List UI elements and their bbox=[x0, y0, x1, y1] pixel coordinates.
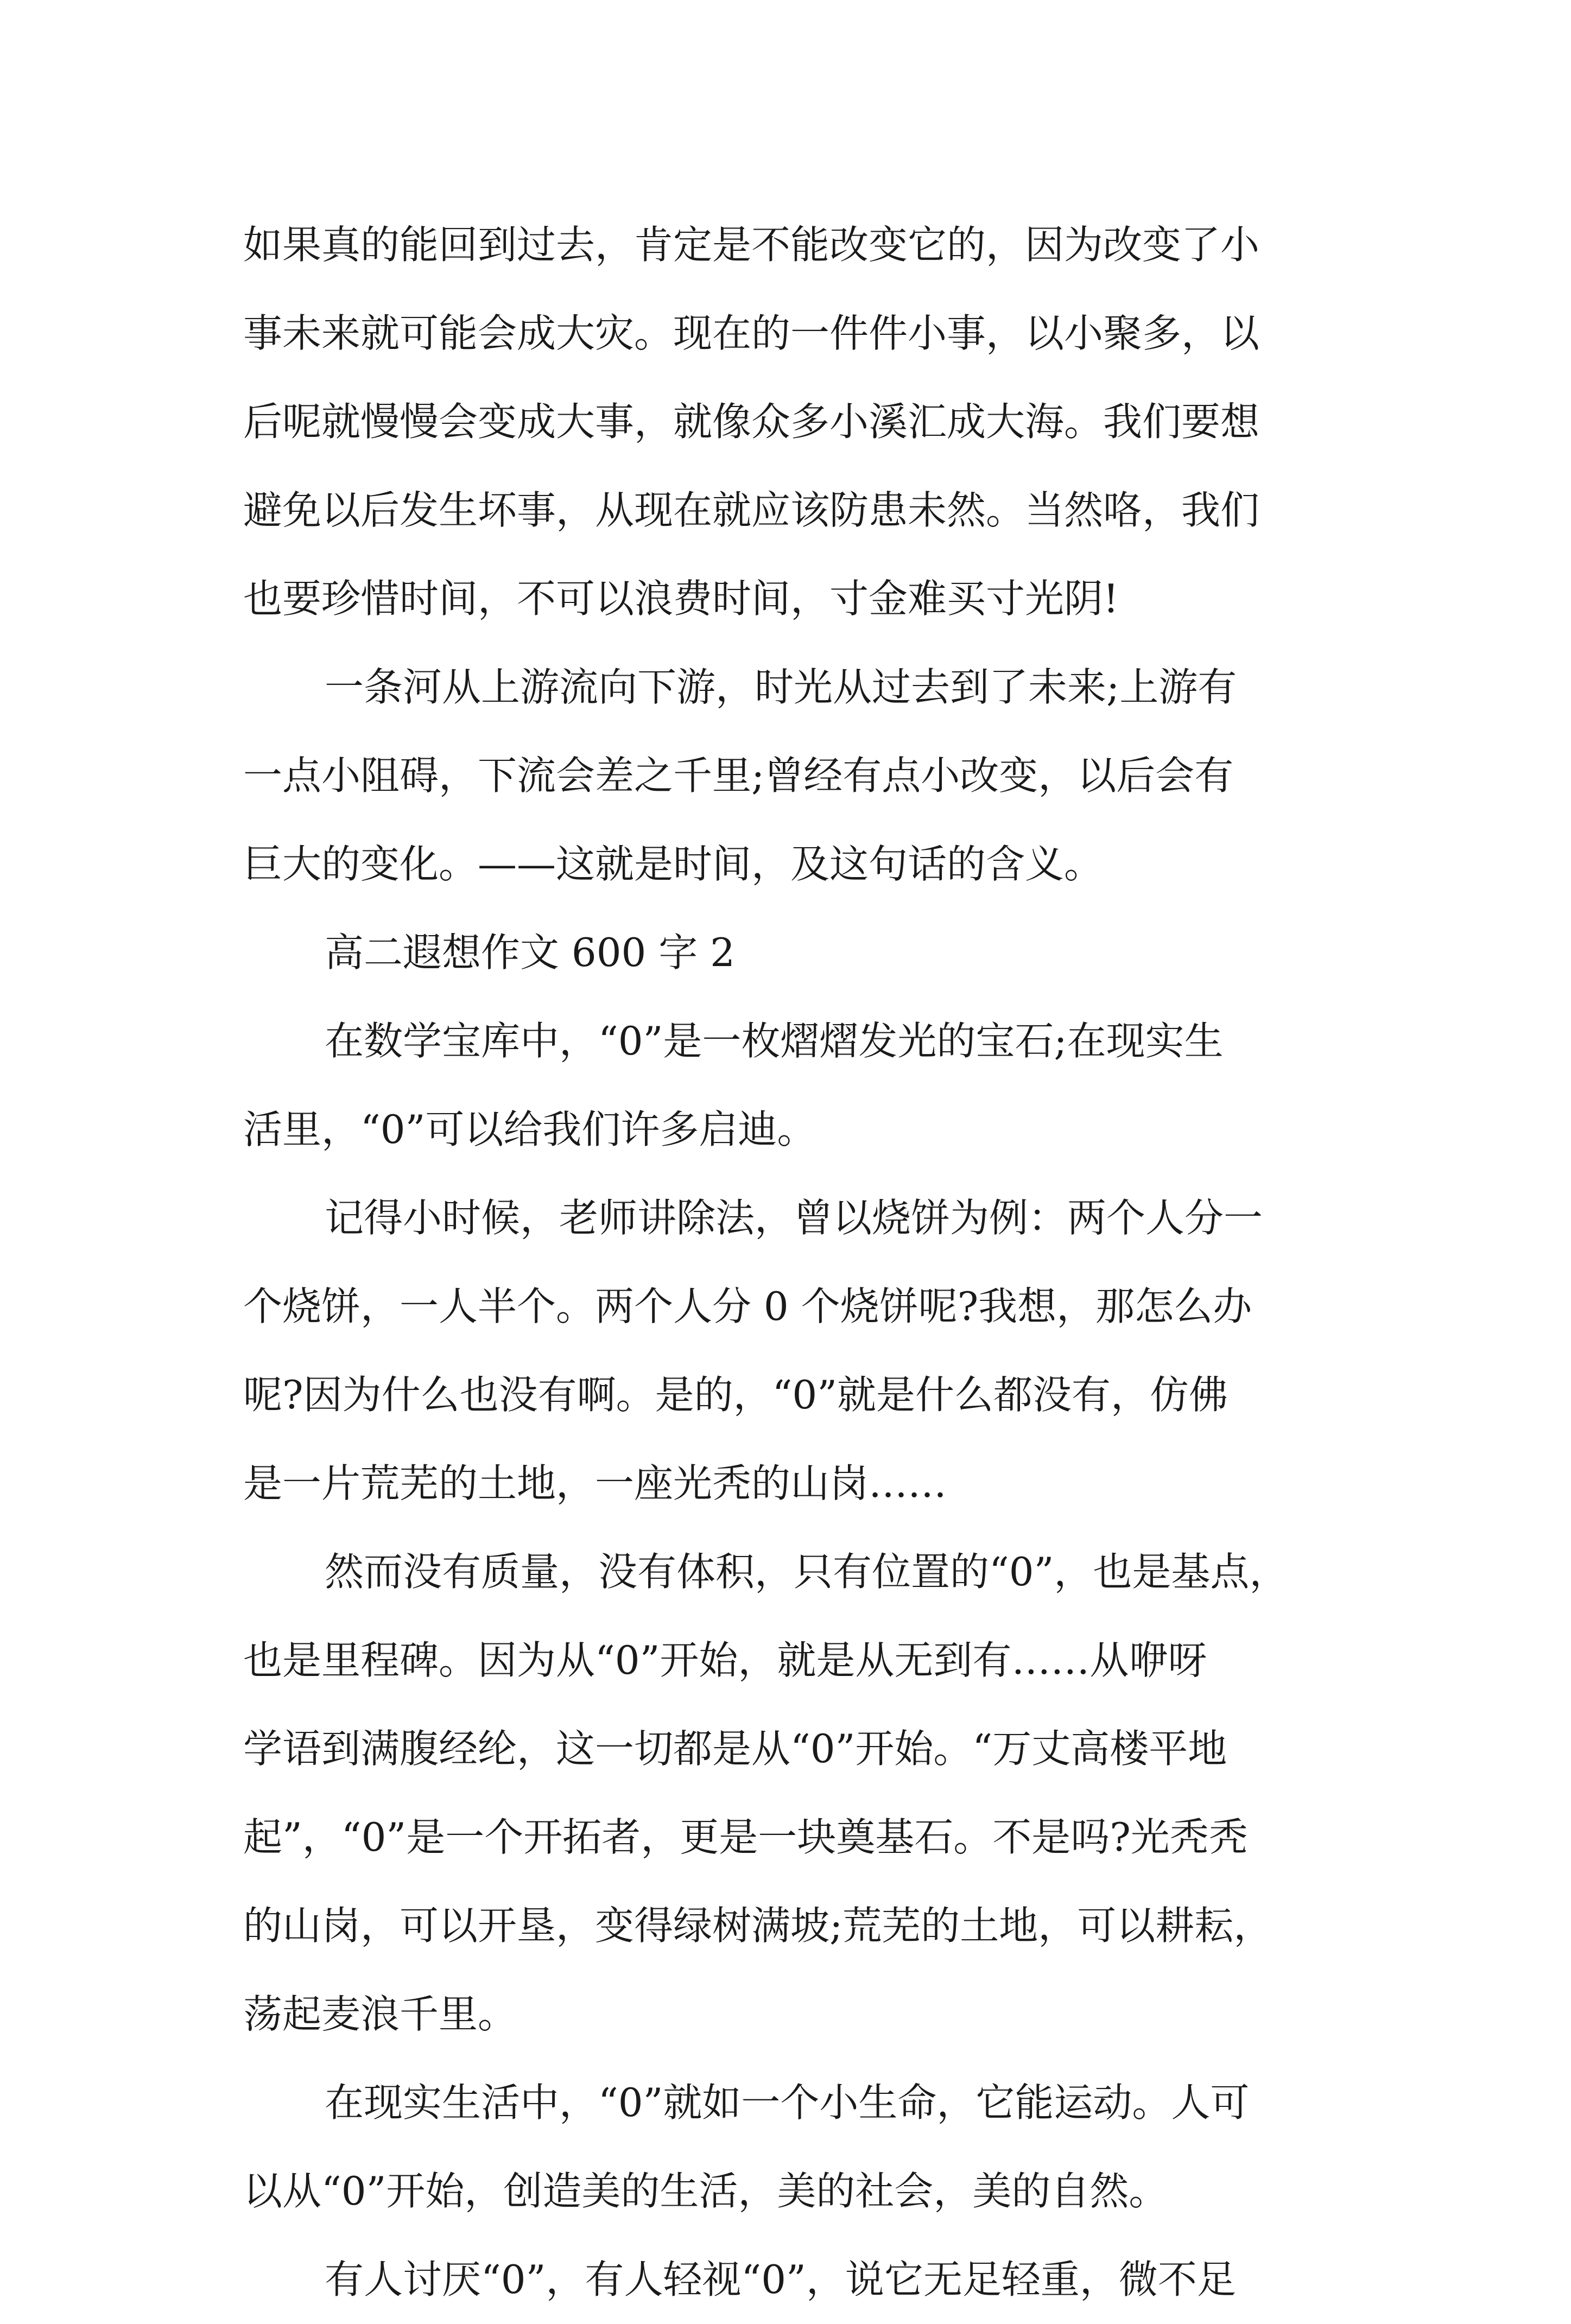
text-line: 如果真的能回到过去，肯定是不能改变它的，因为改变了小 bbox=[243, 222, 1260, 268]
text-line: 也是里程碑。因为从“0”开始，就是从无到有……从咿呀 bbox=[243, 1637, 1207, 1683]
text-line: 是一片荒芜的土地，一座光秃的山岗…… bbox=[243, 1461, 947, 1506]
document-body bbox=[243, 201, 1356, 2324]
text-line: 避免以后发生坏事，从现在就应该防患未然。当然咯，我们 bbox=[243, 487, 1260, 533]
text-line: 活里，“0”可以给我们许多启迪。 bbox=[243, 1107, 816, 1152]
text-line: 的山岗，可以开垦，变得绿树满坡;荒芜的土地，可以耕耘， bbox=[243, 1903, 1273, 1948]
text-line: 个烧饼，一人半个。两个人分 0 个烧饼呢?我想，那怎么办 bbox=[243, 1284, 1252, 1329]
text-line: 高二遐想作文 600 字 2 bbox=[325, 930, 735, 975]
text-line: 荡起麦浪千里。 bbox=[243, 1991, 517, 2037]
text-line: 学语到满腹经纶，这一切都是从“0”开始。“万丈高楼平地 bbox=[243, 1726, 1227, 1771]
text-line: 有人讨厌“0”，有人轻视“0”，说它无足轻重，微不足 bbox=[325, 2257, 1236, 2302]
text-line: 在数学宝库中，“0”是一枚熠熠发光的宝石;在现实生 bbox=[325, 1018, 1224, 1064]
text-line: 巨大的变化。——这就是时间，及这句话的含义。 bbox=[243, 841, 1104, 887]
text-line: 也要珍惜时间，不可以浪费时间，寸金难买寸光阴! bbox=[243, 576, 1119, 621]
text-line: 事未来就可能会成大灾。现在的一件件小事，以小聚多，以 bbox=[243, 310, 1260, 356]
text-line: 起”，“0”是一个开拓者，更是一块奠基石。不是吗?光秃秃 bbox=[243, 1814, 1248, 1860]
text-line: 后呢就慢慢会变成大事，就像众多小溪汇成大海。我们要想 bbox=[243, 399, 1260, 445]
text-line: 然而没有质量，没有体积，只有位置的“0”，也是基点， bbox=[325, 1549, 1289, 1595]
text-line: 记得小时候，老师讲除法，曾以烧饼为例：两个人分一 bbox=[325, 1195, 1263, 1241]
text-line: 呢?因为什么也没有啊。是的，“0”就是什么都没有，仿佛 bbox=[243, 1372, 1228, 1418]
text-line: 以从“0”开始，创造美的生活，美的社会，美的自然。 bbox=[243, 2168, 1168, 2214]
text-line: 在现实生活中，“0”就如一个小生命，它能运动。人可 bbox=[325, 2080, 1250, 2125]
text-line: 一条河从上游流向下游，时光从过去到了未来;上游有 bbox=[325, 664, 1237, 710]
text-line: 一点小阻碍，下流会差之千里;曾经有点小改变，以后会有 bbox=[243, 753, 1234, 798]
